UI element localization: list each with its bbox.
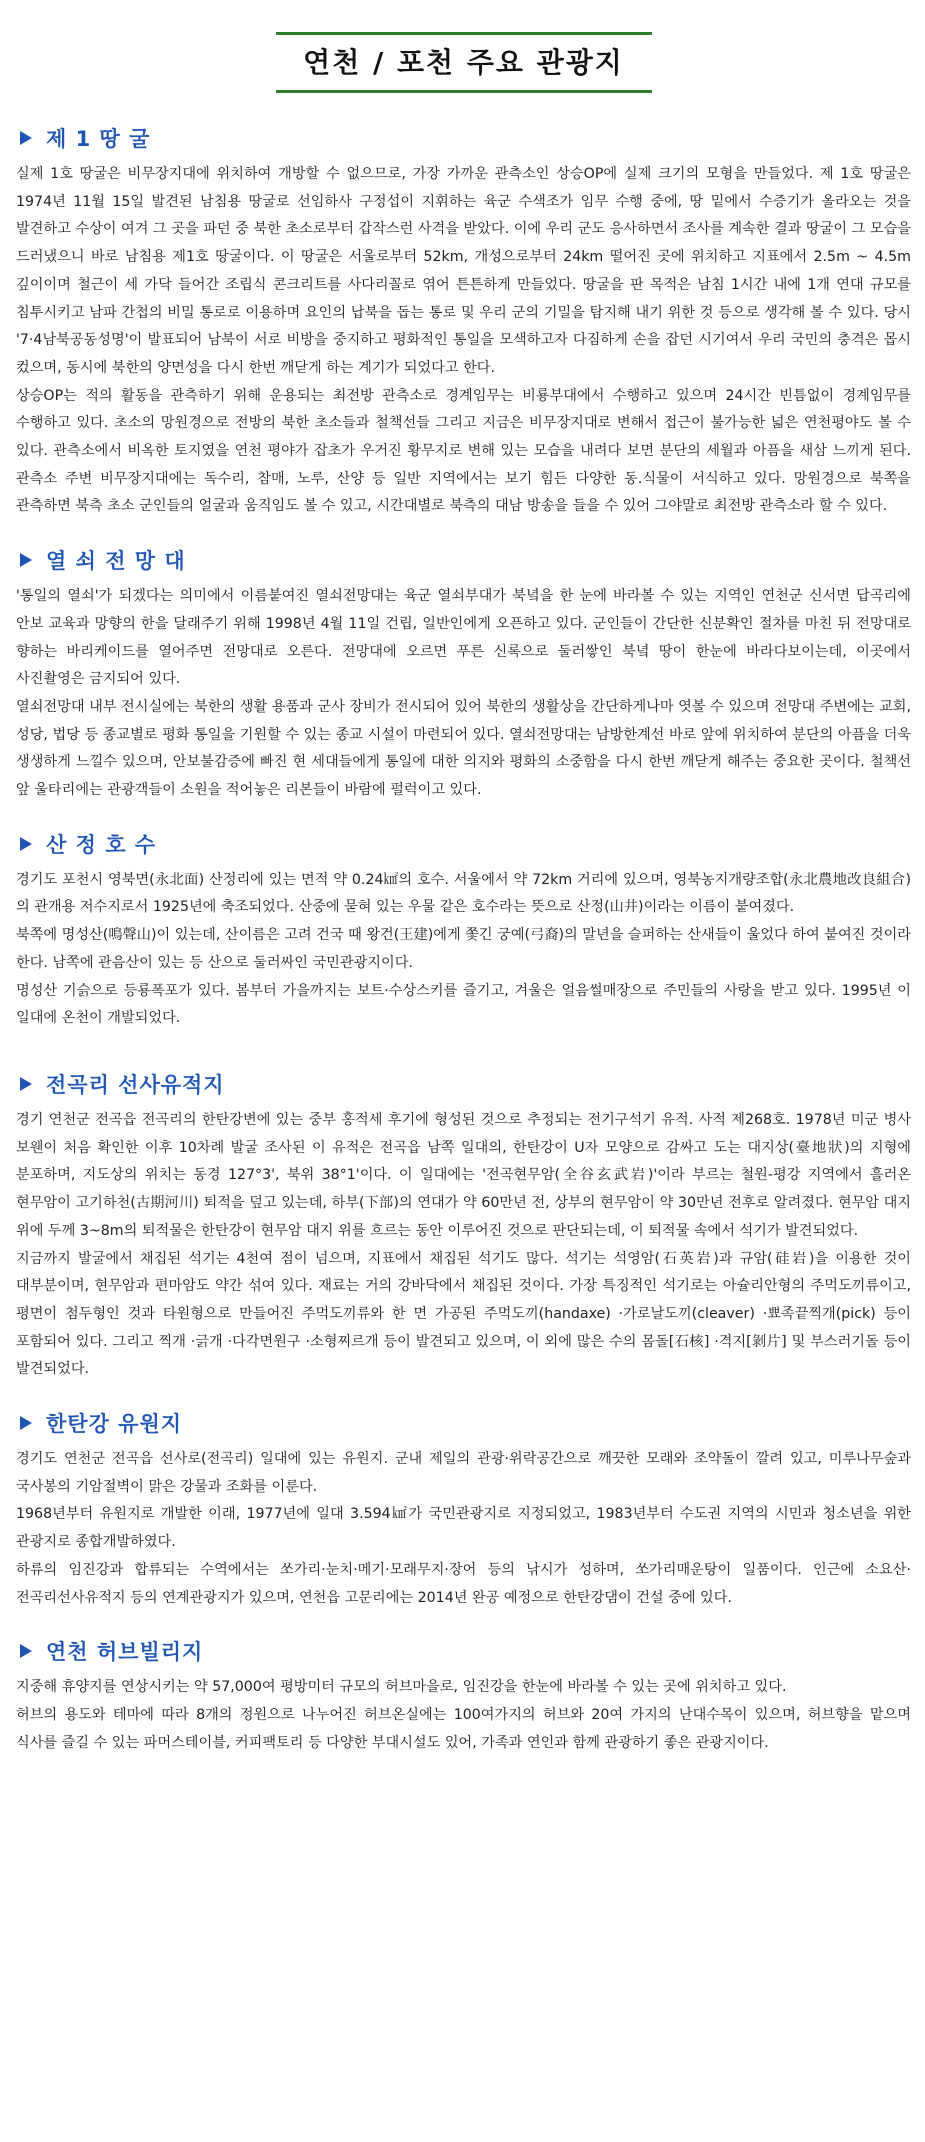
section-paragraph: 실제 1호 땅굴은 비무장지대에 위치하여 개방할 수 없으므로, 가장 가까운 관측소인 상승OP에 실제 크기의 모형을 만들었다. 제 1호 땅굴은 1974년 11월 15일 발견된 남침용 땅굴로 선임하사 구정섭이 지휘하는 육군 수색조가 임무 수행 중에, 땅 밑에서 수증기가 올라오는 것을 발견하고 수상이 여겨 그 곳을 파던 중 북한 초소로부터 갑작스런 사격을 받았다. 이에 우리 군도 응사하면서 조사를 계속한 결과 땅굴이 그 모습을 드러냈으니 바로 남침용 제1호 땅굴이다. 이 땅굴은 서울로부터 52km, 개성으로부터 24km 떨어진 곳에 위치하고 지표에서 2.5m ~ 4.5m 깊이이며 철근이 세 가닥 들어간 조립식 콘크리트를 사다리꼴로 엮어 튼튼하게 만들었다. 땅굴을 판 목적은 남침 1시간 내에 1개 연대 규모를 침투시키고 남파 간첩의 비밀 통로로 이용하며 요인의 납북을 돕는 통로 및 우리 군의 기밀을 탐지해 내기 위한 것 등으로 생각해 볼 수 있다. 당시 '7·4남북공동성명'이 발표되어 남북이 서로 비방을 중지하고 평화적인 통일을 모색하고자 다짐하게 손을 잡던 시기여서 우리 국민의 충격은 몹시 컸으며, 동시에 북한의 양면성을 다시 한번 깨닫게 하는 계기가 되었다고 한다. <box>16 166 911 376</box>
section-heading <box>20 1408 911 1438</box>
section-paragraph: 경기도 연천군 전곡읍 선사로(전곡리) 일대에 있는 유원지. 군내 제일의 관광·위락공간으로 깨끗한 모래와 조약돌이 깔려 있고, 미루나무숲과 국사봉의 기암절벽이 맑은 강물과 조화를 이룬다. <box>16 1451 911 1495</box>
triangle-right-icon <box>20 1644 32 1658</box>
section-paragraph: 지중해 휴양지를 연상시키는 약 57,000여 평방미터 규모의 허브마을로, 임진강을 한눈에 바라볼 수 있는 곳에 위치하고 있다. <box>16 1679 787 1696</box>
triangle-right-icon <box>20 1077 32 1091</box>
section-paragraph: 허브의 용도와 테마에 따라 8개의 정원으로 나누어진 허브온실에는 100여가지의 허브와 20여 가지의 난대수목이 있으며, 허브향을 맡으며 식사를 즐길 수 있는 파머스테이블, 커피팩토리 등 다양한 부대시설도 있어, 가족과 연인과 함께 관광하기 좋은 관광지이다. <box>16 1706 911 1751</box>
section-heading-text: 열 쇠 전 망 대 <box>46 549 186 574</box>
section-paragraph: '통일의 열쇠'가 되겠다는 의미에서 이름붙여진 열쇠전망대는 육군 열쇠부대가 북녘을 한 눈에 바라볼 수 있는 지역인 연천군 신서면 답곡리에 안보 교육과 망향의 한을 달래주기 위해 1998년 4월 11일 건립, 일반인에게 오픈하고 있다. 군인들이 간단한 신분확인 절차를 마친 뒤 전망대로 향하는 바리케이드를 열어주면 전망대로 오른다. 전망대에 오르면 푸른 신록으로 둘러쌓인 북녘 땅이 한눈에 바라다보이는데, 이곳에서 사진촬영은 금지되어 있다. <box>16 588 911 688</box>
page-title: 연천 / 포천 주요 관광지 <box>276 32 652 93</box>
section-heading <box>20 545 911 575</box>
section-3 <box>16 829 911 1033</box>
section-paragraph: 지금까지 발굴에서 채집된 석기는 4천여 점이 넘으며, 지표에서 채집된 석기도 많다. 석기는 석영암(石英岩)과 규암(硅岩)을 이용한 것이 대부분이며, 현무암과 편마암도 약간 섞여 있다. 재료는 거의 강바닥에서 채집된 것이다. 가장 특징적인 석기로는 아슐리안형의 주먹도끼류이고, 평면이 첨두형인 것과 타원형으로 만들어진 주먹도끼류와 한 면 가공된 주먹도끼(handaxe) ·가로날도끼(cleaver) ·뾰족끝찍개(pick) 등이 포함되어 있다. 그리고 찍개 ·긁개 ·다각면원구 ·소형찌르개 등이 발견되고 있으며, 이 외에 많은 수의 몸돌[石核] ·격지[剝片] 및 부스러기돌 등이 발견되었다. <box>16 1250 911 1378</box>
section-heading-text: 연천 허브빌리지 <box>46 1640 204 1665</box>
section-1 <box>16 123 911 521</box>
section-heading <box>20 1069 911 1099</box>
section-paragraph: 1968년부터 유원지로 개발한 이래, 1977년에 일대 3.594㎢가 국민관광지로 지정되었고, 1983년부터 수도권 지역의 시민과 청소년을 위한 관광지로 종합개발하였다. <box>16 1506 911 1551</box>
section-4 <box>16 1069 911 1384</box>
section-paragraph: 명성산 기슭으로 등룡폭포가 있다. 봄부터 가을까지는 보트·수상스키를 즐기고, 겨울은 얼음썰매장으로 주민들의 사랑을 받고 있다. 1995년 이 일대에 온천이 개발되었다. <box>16 982 912 1027</box>
section-2 <box>16 545 911 805</box>
section-heading <box>20 123 911 153</box>
section-heading-text: 전곡리 선사유적지 <box>46 1072 225 1097</box>
section-paragraph: 열쇠전망대 내부 전시실에는 북한의 생활 용품과 군사 장비가 전시되어 있어 북한의 생활상을 간단하게나마 엿볼 수 있으며 전망대 주변에는 교회, 성당, 법당 등 종교별로 평화 통일을 기원할 수 있는 종교 시설이 마련되어 있다. 열쇠전망대는 남방한계선 바로 앞에 위치하여 분단의 아픔을 더욱 생생하게 느낄수 있으며, 안보불감증에 빠진 현 세대들에게 통일에 대한 의지와 평화의 소중함을 다시 한번 깨닫게 해주는 중요한 곳이다. 철책선 앞 울타리에는 관광객들이 소원을 적어놓은 리본들이 바람에 펄럭이고 있다. <box>16 698 911 799</box>
triangle-right-icon <box>20 131 32 145</box>
section-heading <box>20 1636 911 1666</box>
triangle-right-icon <box>20 553 32 567</box>
title-wrap <box>16 32 911 93</box>
section-paragraph: 경기도 포천시 영북면(永北面) 산정리에 있는 면적 약 0.24㎢의 호수. 서울에서 약 72km 거리에 있으며, 영북농지개량조합(永北農地改良組合)의 관개용 저수지로서 1925년에 축조되었다. 산중에 묻혀 있는 우물 같은 호수라는 뜻으로 산정(山井)이라는 이름이 붙여졌다. <box>16 871 911 916</box>
section-heading-text: 한탄강 유원지 <box>46 1412 183 1437</box>
section-paragraph: 하류의 임진강과 합류되는 수역에서는 쏘가리·눈치·메기·모래무지·장어 등의 낚시가 성하며, 쏘가리매운탕이 일품이다. 인근에 소요산·전곡리선사유적지 등의 연계관광지가 있으며, 연천읍 고문리에는 2014년 완공 예정으로 한탄강댐이 건설 중에 있다. <box>16 1561 911 1606</box>
section-heading-text: 제 1 땅 굴 <box>46 127 151 151</box>
section-heading <box>20 829 911 859</box>
section-paragraph: 북쪽에 명성산(鳴聲山)이 있는데, 산이름은 고려 건국 때 왕건(王建)에게 쫓긴 궁예(弓裔)의 말년을 슬퍼하는 산새들이 울었다 하여 붙여진 것이라 한다. 남쪽에 관음산이 있는 등 산으로 둘러싸인 국민관광지이다. <box>16 927 911 971</box>
sections-container <box>16 123 911 1757</box>
triangle-right-icon <box>20 837 32 851</box>
section-5 <box>16 1408 911 1612</box>
section-paragraph: 상승OP는 적의 활동을 관측하기 위해 운용되는 최전방 관측소로 경계임무는 비룡부대에서 수행하고 있으며 24시간 빈틈없이 경계임무를 수행하고 있다. 초소의 망원경으로 전방의 북한 초소들과 철책선들 그리고 지금은 비무장지대로 변해서 접근이 불가능한 넓은 연천평야도 볼 수 있다. 관측소에서 비옥한 토지였을 연천 평야가 잡초가 우거진 황무지로 변해 있는 모습을 내려다 보면 분단의 세월과 아픔을 새삼 느끼게 된다. 관측소 주변 비무장지대에는 독수리, 참매, 노루, 산양 등 일반 지역에서는 보기 힘든 다양한 동.식물이 서식하고 있다. 망원경으로 북쪽을 관측하면 북측 초소 군인들의 얼굴과 움직임도 볼 수 있고, 시간대별로 북측의 대남 방송을 들을 수 있어 그야말로 최전방 관측소라 할 수 있다. <box>16 387 911 515</box>
section-paragraph: 경기 연천군 전곡읍 전곡리의 한탄강변에 있는 중부 홍적세 후기에 형성된 것으로 추정되는 전기구석기 유적. 사적 제268호. 1978년 미군 병사 보웬이 처음 확인한 이후 10차례 발굴 조사된 이 유적은 전곡읍 남쪽 일대의, 한탄강이 U자 모양으로 감싸고 도는 대지상(臺地狀)의 지형에 분포하며, 지도상의 위치는 동경 127°3', 북위 38°1'이다. 이 일대에는 '전곡현무암(全谷玄武岩)'이라 부르는 철원-평강 지역에서 흘러온 현무암이 고기하천(古期河川) 퇴적을 덮고 있는데, 하부(下部)의 연대가 약 60만년 전, 상부의 현무암이 약 30만년 전후로 알려졌다. 현무암 대지 위에 두께 3~8m의 퇴적물은 한탄강이 현무암 대지 위를 흐르는 동안 이루어진 것으로 판단되는데, 이 퇴적물 속에서 석기가 발견되었다. <box>16 1111 911 1239</box>
triangle-right-icon <box>20 1416 32 1430</box>
section-heading-text: 산 정 호 수 <box>46 832 157 857</box>
section-6 <box>16 1636 911 1757</box>
